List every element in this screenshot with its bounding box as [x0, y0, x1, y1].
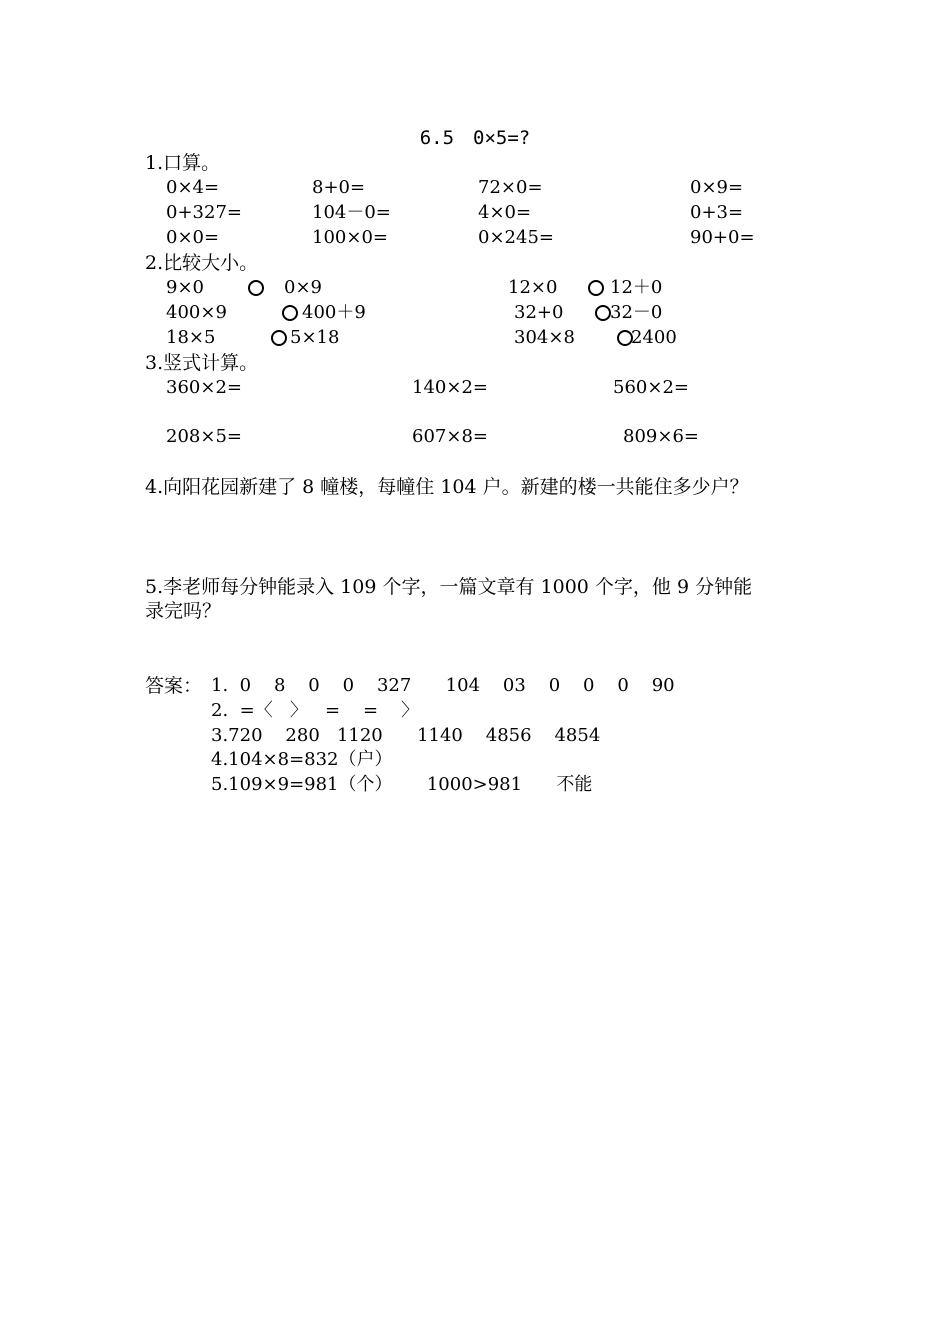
- q2-left: 9×0: [166, 277, 204, 298]
- q3-expr: 607×8=: [412, 426, 488, 447]
- compare-circle[interactable]: [595, 305, 611, 321]
- compare-circle[interactable]: [271, 330, 287, 346]
- q2-right: 0×9: [284, 277, 322, 298]
- q1-expr: 0×0=: [166, 227, 220, 248]
- q1-expr: 0×9=: [690, 177, 744, 198]
- q1-expr: 8+0=: [312, 177, 366, 198]
- q1-expr: 100×0=: [312, 227, 388, 248]
- compare-circle[interactable]: [248, 280, 264, 296]
- q1-expr: 72×0=: [478, 177, 543, 198]
- page-title: 6.5 0×5=?: [419, 127, 531, 149]
- answer-line: 4.104×8=832（户）: [211, 749, 393, 770]
- q1-expr: 90+0=: [690, 227, 755, 248]
- answer-line: 5.109×9=981（个） 1000>981 不能: [211, 774, 593, 795]
- compare-circle[interactable]: [282, 305, 298, 321]
- q2-right: 12＋0: [610, 277, 663, 298]
- q2-left: 304×8: [514, 327, 575, 348]
- compare-circle[interactable]: [588, 280, 604, 296]
- q1-expr: 104－0=: [312, 202, 391, 223]
- q1-expr: 0+327=: [166, 202, 242, 223]
- q1-expr: 4×0=: [478, 202, 532, 223]
- answers-label: 答案：: [145, 675, 203, 697]
- question-2-label: 2.比较大小。: [145, 252, 259, 274]
- q1-expr: 0×4=: [166, 177, 220, 198]
- q1-expr: 0×245=: [478, 227, 554, 248]
- q3-expr: 560×2=: [613, 377, 689, 398]
- q3-expr: 208×5=: [166, 426, 242, 447]
- q3-expr: 809×6=: [623, 426, 699, 447]
- q2-right: 5×18: [290, 327, 340, 348]
- q2-left: 18×5: [166, 327, 216, 348]
- answer-line: 2. =〈 〉 = = 〉: [211, 700, 419, 721]
- q2-left: 12×0: [508, 277, 558, 298]
- question-3-label: 3.竖式计算。: [145, 352, 259, 374]
- q2-right: 32－0: [610, 302, 663, 323]
- q2-right: 2400: [631, 327, 677, 348]
- q1-expr: 0+3=: [690, 202, 744, 223]
- q3-expr: 140×2=: [412, 377, 488, 398]
- question-1-label: 1.口算。: [145, 152, 221, 174]
- q2-left: 32+0: [514, 302, 564, 323]
- question-5-line-1: 5.李老师每分钟能录入 109 个字，一篇文章有 1000 个字，他 9 分钟能: [145, 576, 753, 598]
- question-5-line-2: 录完吗？: [145, 600, 222, 622]
- q2-left: 400×9: [166, 302, 227, 323]
- q3-expr: 360×2=: [166, 377, 242, 398]
- answer-line: 1. 0 8 0 0 327 104 03 0 0 0 90: [211, 675, 675, 696]
- question-4: 4.向阳花园新建了 8 幢楼，每幢住 104 户。新建的楼一共能住多少户？: [145, 476, 749, 498]
- answer-line: 3.720 280 1120 1140 4856 4854: [211, 725, 601, 746]
- q2-right: 400＋9: [302, 302, 366, 323]
